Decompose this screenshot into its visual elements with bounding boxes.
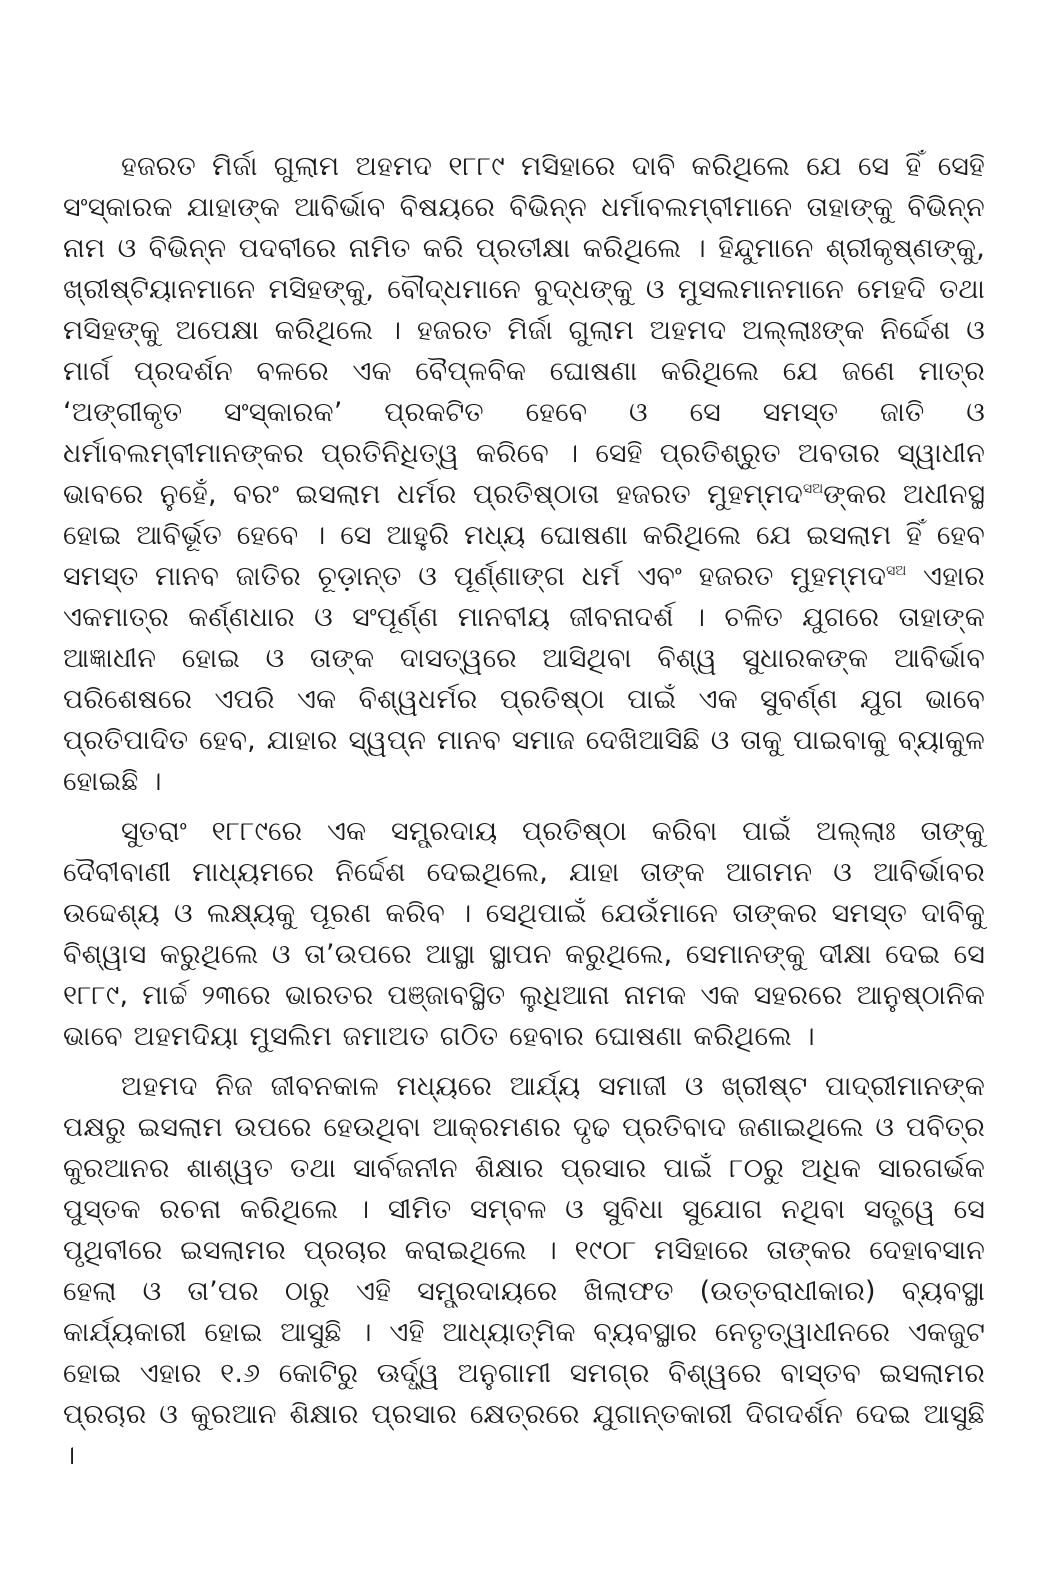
text-column xyxy=(63,146,985,1476)
text-run: ସୁତରାଂ ୧୮୮୯ରେ ଏକ ସମ୍ପ୍ରଦାୟ ପ୍ରତିଷ୍ଠା କରିବା ପାଇଁ ଅଲ୍ଲାଃ ତାଙ୍କୁ ଦୈବୀବାଣୀ ମାଧ୍ୟମରେ ନିର୍ଦ୍ଦେଶ ଦେଇଥିଲେ, ଯାହା ତାଙ୍କ ଆଗମନ ଓ ଆବିର୍ଭାବର ଉଦ୍ଦେଶ୍ୟ ଓ ଲକ୍ଷ୍ୟକୁ ପୂରଣ କରିବ । ସେଥିପାଇଁ ଯେଉଁମାନେ ତାଙ୍କର ସମସ୍ତ ଦାବିକୁ ବିଶ୍ୱାସ କରୁଥିଲେ ଓ ତା’ଉପରେ ଆସ୍ଥା ସ୍ଥାପନ କରୁଥିଲେ, ସେମାନଙ୍କୁ ଦୀକ୍ଷା ଦେଇ ସେ ୧୮୮୯, ମାର୍ଚ୍ଚ ୨୩ରେ ଭାରତର ପଞ୍ଜାବସ୍ଥିତ ଲୁଧିଆନା ନାମକ ଏକ ସହରରେ ଆନୁଷ୍ଠାନିକ ଭାବେ ଅହମଦିୟା ମୁସଲିମ ଜମାଅତ ଗଠିତ ହେବାର ଘୋଷଣା କରିଥିଲେ । xyxy=(63,816,985,1052)
text-run: ଏହାର ଏକମାତ୍ର କର୍ଣ୍ଣଧାର ଓ ସଂପୂର୍ଣ୍ଣ ମାନବୀୟ ଜୀବନାଦର୍ଶ । ଚଳିତ ଯୁଗରେ ତାହାଙ୍କ ଆଜ୍ଞାଧୀନ ହୋଇ ଓ ତାଙ୍କ ଦାସତ୍ୱରେ ଆସିଥିବା ବିଶ୍ୱ ସୁଧାରକଙ୍କ ଆବିର୍ଭାବ ପରିଶେଷରେ ଏପରି ଏକ ବିଶ୍ୱଧର୍ମର ପ୍ରତିଷ୍ଠା ପାଇଁ ଏକ ସୁବର୍ଣ୍ଣ ଯୁଗ ଭାବେ ପ୍ରତିପାଦିତ ହେବ, ଯାହାର ସ୍ୱପ୍ନ ମାନବ ସମାଜ ଦେଖିଆସିଛି ଓ ତାକୁ ପାଇବାକୁ ବ୍ୟାକୁଳ ହୋଇଛି । xyxy=(63,561,985,797)
paragraph-1 xyxy=(63,146,985,802)
honorific-superscript: ସଅ xyxy=(803,481,824,497)
text-run: ଅହମଦ ନିଜ ଜୀବନକାଳ ମଧ୍ୟରେ ଆର୍ଯ୍ୟ ସମାଜୀ ଓ ଖ୍ରୀଷ୍ଟ ପାଦ୍ରୀମାନଙ୍କ ପକ୍ଷରୁ ଇସଲାମ ଉପରେ ହେଉଥିବା ଆକ୍ରମଣର ଦୃଢ ପ୍ରତିବାଦ ଜଣାଇଥିଲେ ଓ ପବିତ୍ର କୁରଆନର ଶାଶ୍ୱତ ତଥା ସାର୍ବଜନୀନ ଶିକ୍ଷାର ପ୍ରସାର ପାଇଁ ୮୦ରୁ ଅଧିକ ସାରଗର୍ଭକ ପୁସ୍ତକ ରଚନା କରିଥିଲେ । ସୀମିତ ସମ୍ବଳ ଓ ସୁବିଧା ସୁଯୋଗ ନଥିବା ସତ୍ତ୍ୱେ ସେ ପୃଥିବୀରେ ଇସଲାମର ପ୍ରଚାର କରାଇଥିଲେ । ୧୯୦୮ ମସିହାରେ ତାଙ୍କର ଦେହାବସାନ ହେଲା ଓ ତା’ପର ଠାରୁ ଏହି ସମ୍ପ୍ରଦାୟରେ ଖିଲାଫତ (ଉତ୍ତରାଧୀକାର) ବ୍ୟବସ୍ଥା କାର୍ଯ୍ୟକାରୀ ହୋଇ ଆସୁଛି । ଏହି ଆଧ୍ୟାତ୍ମିକ ବ୍ୟବସ୍ଥାର ନେତୃତ୍ୱାଧୀନରେ ଏକଜୁଟ ହୋଇ ଏହାର ୧.୬ କୋଟିରୁ ଊର୍ଦ୍ଧ୍ୱ ଅନୁଗାମୀ ସମଗ୍ର ବିଶ୍ୱରେ ବାସ୍ତବ ଇସଲାମର ପ୍ରଚାର ଓ କୁରଆନ ଶିକ୍ଷାର ପ୍ରସାର କ୍ଷେତ୍ରରେ ଯୁଗାନ୍ତକାରୀ ଦିଗଦର୍ଶନ ଦେଇ ଆସୁଛି । xyxy=(63,1071,985,1471)
paragraph-3 xyxy=(63,1066,985,1476)
paragraph-2 xyxy=(63,811,985,1057)
text-run: ହଜରତ ମିର୍ଜା ଗୁଲାମ ଅହମଦ ୧୮୮୯ ମସିହାରେ ଦାବି କରିଥିଲେ ଯେ ସେ ହିଁ ସେହି ସଂସ୍କାରକ ଯାହାଙ୍କ ଆବିର୍ଭାବ ବିଷୟରେ ବିଭିନ୍ନ ଧର୍ମାବଲମ୍ବୀମାନେ ତାହାଙ୍କୁ ବିଭିନ୍ନ ନାମ ଓ ବିଭିନ୍ନ ପଦବୀରେ ନାମିତ କରି ପ୍ରତୀକ୍ଷା କରିଥିଲେ । ହିନ୍ଦୁମାନେ ଶ୍ରୀକୃଷ୍ଣଙ୍କୁ, ଖ୍ରୀଷ୍ଟିୟାନମାନେ ମସିହଙ୍କୁ, ବୌଦ୍ଧମାନେ ବୁଦ୍ଧଙ୍କୁ ଓ ମୁସଲମାନମାନେ ମେହଦି ତଥା ମସିହଙ୍କୁ ଅପେକ୍ଷା କରିଥିଲେ । ହଜରତ ମିର୍ଜା ଗୁଲାମ ଅହମଦ ଅଲ୍ଲାଃଙ୍କ ନିର୍ଦ୍ଦେଶ ଓ ମାର୍ଗ ପ୍ରଦର୍ଶନ ବଳରେ ଏକ ବୈପ୍ଳବିକ ଘୋଷଣା କରିଥିଲେ ଯେ ଜଣେ ମାତ୍ର ‘ଅଙ୍ଗୀକୃତ ସଂସ୍କାରକ’ ପ୍ରକଟିତ ହେବେ ଓ ସେ ସମସ୍ତ ଜାତି ଓ ଧର୍ମାବଲମ୍ବୀମାନଙ୍କର ପ୍ରତିନିଧିତ୍ୱ କରିବେ । ସେହି ପ୍ରତିଶ୍ରୁତ ଅବତାର ସ୍ୱାଧୀନ ଭାବରେ ନୁହେଁ, ବରଂ ଇସଲାମ ଧର୍ମର ପ୍ରତିଷ୍ଠାତା ହଜରତ ମୁହମ୍ମଦ xyxy=(63,151,985,510)
honorific-superscript: ସଅ xyxy=(886,563,907,579)
text-run: ଙ୍କର ଅଧୀନସ୍ଥ ହୋଇ ଆବିର୍ଭୂତ ହେବେ । ସେ ଆହୁରି ମଧ୍ୟ ଘୋଷଣା କରିଥିଲେ ଯେ ଇସଲାମ ହିଁ ହେବ ସମସ୍ତ ମାନବ ଜାତିର ଚୂଡ଼ାନ୍ତ ଓ ପୂର୍ଣ୍ଣାଙ୍ଗ ଧର୍ମ ଏବଂ ହଜରତ ମୁହମ୍ମଦ xyxy=(63,479,985,592)
